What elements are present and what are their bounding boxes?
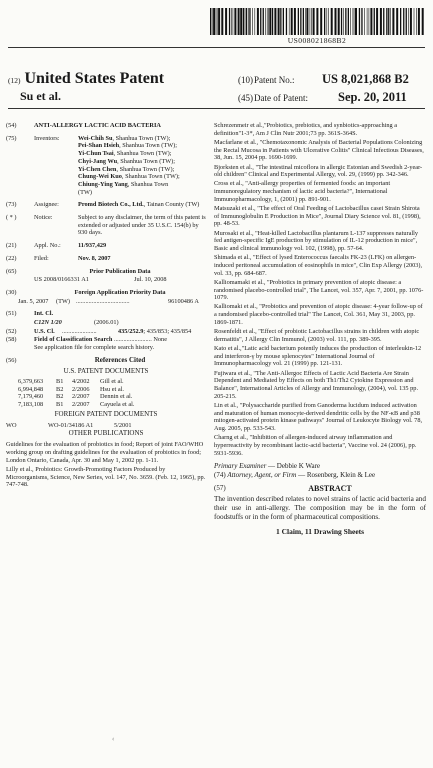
foreign-docs-list (6, 422, 206, 430)
barcode-bar (217, 8, 218, 35)
header-left (8, 70, 164, 88)
assignee-label: Assignee: (34, 201, 59, 209)
examiner-name: — Debbie K Ware (268, 462, 321, 471)
inventor-entry (78, 181, 206, 189)
kind-code: (12) (8, 76, 21, 85)
barcode-bar (283, 8, 284, 35)
barcode-bar (324, 8, 325, 35)
barcode-bar (320, 8, 322, 35)
title-field (6, 122, 206, 130)
assignee-field (6, 201, 206, 209)
barcode-bar (267, 8, 268, 35)
barcode-bar (380, 8, 382, 35)
inventor-entry (78, 135, 206, 143)
barcode-bar (408, 8, 409, 35)
appl-code: (21) (6, 242, 17, 250)
us-doc-kind: B2 (56, 385, 64, 393)
barcode-bar (354, 8, 355, 35)
barcode-bar (289, 8, 290, 35)
foreign-priority-number: 96100486 A (168, 297, 199, 305)
barcode-bar (250, 8, 251, 35)
filed-date: Nov. 8, 2007 (78, 254, 111, 262)
barcode-bar (265, 8, 266, 35)
foreign-doc-num: WO-01/34186 A1 (48, 421, 94, 429)
barcode-bar (221, 8, 223, 35)
barcode (210, 8, 424, 35)
reference-citation: Schrezenmeir et al.,"Probiotics, prebiotics, and synbiotics-approaching a definition"1-3*, Am J Clin Nutr 2001;73 pp. 361S-364S. (214, 122, 398, 137)
reference-citation: Kalliomaki et al., "Probiotics and prevention of atopic disease: 4-year follow-up of a randomised placebo-controlled trial" The Lancet, Col. 361, May 31, 2003, pp. 1869-1871. (214, 303, 423, 326)
right-references-list (214, 122, 426, 457)
us-doc-name: Cayuela et al. (100, 400, 135, 408)
us-doc-date: 2/2007 (72, 393, 90, 401)
us-doc-row (6, 393, 206, 401)
barcode-bar (246, 8, 247, 35)
inventor-name: Yi-Chen Chen (78, 165, 117, 173)
barcode-bar (418, 8, 420, 35)
assignee-location: , Tainan County (TW) (143, 201, 200, 209)
us-doc-name: Dennin et al. (100, 393, 133, 401)
barcode-bar (338, 8, 340, 35)
inventor-line: Su et al. (20, 89, 62, 103)
inventor-name: Pei-Shan Hsieh (78, 142, 120, 150)
attorney-code: (74) (214, 471, 226, 480)
patent-no-code: (10) (238, 75, 253, 85)
notice-label: Notice: (34, 214, 53, 222)
foreign-doc-date: 5/2001 (114, 421, 132, 429)
barcode-bar (243, 8, 244, 35)
barcode-bar (388, 8, 389, 35)
appl-field (6, 242, 206, 250)
inventor-name: Chyi-Jang Wu (78, 157, 118, 165)
filed-code: (22) (6, 254, 17, 262)
intcl-code: (51) (6, 310, 17, 318)
prior-pub-row (6, 276, 206, 284)
field-search (6, 336, 206, 351)
inventor-entry (78, 173, 206, 181)
barcode-number: US008021868B2 (287, 36, 347, 45)
barcode-bar (303, 8, 304, 35)
barcode-bar (272, 8, 273, 35)
barcode-bar (328, 8, 329, 35)
barcode-bar (369, 8, 370, 35)
barcode-bar (327, 8, 328, 35)
inventor-entry (78, 166, 206, 174)
examiner-line (214, 463, 426, 471)
date-label: Date of Patent: (254, 93, 308, 103)
other-pubs-list (6, 441, 206, 489)
us-doc-row (6, 378, 206, 386)
inventors-field (6, 135, 206, 197)
inventor-name: Yi-Chun Tsai (78, 150, 114, 158)
barcode-bar (300, 8, 301, 35)
inventor-location: , Shanhua Town (TW); (117, 157, 175, 165)
barcode-bar (248, 8, 249, 35)
barcode-bar (280, 8, 281, 35)
appl-label: Appl. No.: (34, 242, 61, 250)
refs-code: (56) (6, 356, 17, 364)
uscl-code: (52) (6, 327, 17, 335)
barcode-bar (353, 8, 354, 35)
header-right (238, 72, 428, 105)
barcode-bar (414, 8, 415, 35)
inventor-location: (TW) (78, 188, 92, 196)
barcode-bar (400, 8, 401, 35)
field-note: See application file for complete search history. (34, 344, 155, 352)
us-cl-field (6, 328, 206, 336)
barcode-bar (386, 8, 387, 35)
reference-citation: Bjorksten et al., "The intestinal micoflora in allergic Estonian and Swedish 2-year-old children" Clinical and Experimental Allergy, vol. 29, (1999) pp. 342-346. (214, 163, 423, 179)
barcode-bar (416, 8, 417, 35)
barcode-bar (390, 8, 391, 35)
inventor-location: , Shanhua Town (TW); (113, 150, 172, 158)
us-doc-kind: B2 (56, 393, 64, 401)
us-doc-num: 7,179,460 (18, 393, 44, 401)
us-docs-list (6, 378, 206, 408)
filed-label: Filed: (34, 254, 49, 262)
prior-code: (65) (6, 267, 17, 275)
int-cl-row (6, 319, 206, 327)
field-dots: ........................ (114, 336, 152, 344)
barcode-bar (361, 8, 362, 35)
barcode-bar (240, 8, 242, 35)
barcode-bar (410, 8, 412, 35)
inventor-name: Chiung-Ying Yang (78, 180, 128, 188)
us-doc-row (6, 401, 206, 409)
patent-kind-title: United States Patent (24, 70, 165, 87)
intcl-year: (2006.01) (94, 319, 119, 327)
other-publication: Guidelines for the evaluation of probiotics in food; Report of joint FAO/WHO working group on drafting guidelines for the evaluation of probiotics in food; London Ontario, Canada, Apr. 30 and May 1, 2002 pp. 1-11. (6, 441, 204, 464)
attorney-label: Attorney, Agent, or Firm (227, 471, 297, 480)
us-doc-kind: B1 (56, 400, 64, 408)
us-doc-name: Gill et al. (100, 378, 124, 386)
foreign-priority-row (6, 298, 206, 306)
barcode-bar (355, 8, 357, 35)
attorney-name: — Rosenberg, Klein & Lee (298, 471, 376, 480)
barcode-bar (364, 8, 365, 35)
notice-text: Subject to any disclaimer, the term of this patent is extended or adjusted under 35 U.S.C. 154(b) by 930 days. (78, 214, 206, 237)
invention-title: ANTI-ALLERGY LACTIC ACID BACTERIA (34, 122, 161, 129)
right-column (214, 122, 426, 536)
inventor-location: , Shanhua Town (TW); (116, 165, 175, 173)
barcode-bar (335, 8, 337, 35)
examiner-label: Primary Examiner (214, 462, 267, 471)
barcode-bar (229, 8, 230, 35)
filed-field (6, 255, 206, 263)
barcode-bar (291, 8, 293, 35)
reference-citation: Matsuzaki et al., "The effect of Oral Feeding of Lactobacillus casei Strain Shirota of Immunoglobulin E Production in Mice", Journal Diary Science vol. 81, (1998), pp. 48-53. (214, 205, 421, 228)
foreign-priority-code: (30) (6, 288, 17, 296)
us-doc-num: 6,994,848 (18, 385, 44, 393)
inventor-entry (78, 150, 206, 158)
foreign-doc-row (6, 422, 206, 430)
barcode-bar (257, 8, 259, 35)
foreign-doc-country: WO (6, 421, 17, 429)
left-column (6, 122, 206, 490)
inventors-label: Inventors: (34, 134, 60, 142)
references-field (6, 357, 206, 365)
reference-citation: Kato et al.,"Latic acid bacterium potently induces the production of interleukin-12 and interferon-γ by mouse splenocytes" International Journal of Immunopharmacology vol. 21 (1999) pp. 121-131. (214, 344, 422, 368)
notice-code: ( * ) (6, 214, 17, 222)
abstract-title: ABSTRACT (308, 483, 352, 493)
barcode-bar (341, 8, 342, 35)
uscl-value: 435/252.9 (118, 327, 144, 335)
barcode-bar (348, 8, 349, 35)
uscl-rest: ; 435/853; 435/854 (143, 327, 192, 335)
barcode-bar (331, 8, 333, 35)
barcode-bar (350, 8, 351, 35)
reference-citation: Kalliomamaki et al., "Probiotics in primary prevention of atopic disease: a randomised placebo-controlled trial", The Lancet, vol. 357, Apr. 7, 2001, pp. 1076-1079. (214, 278, 424, 302)
barcode-bar (345, 8, 346, 35)
appl-number: 11/937,429 (78, 242, 107, 250)
patent-number: US 8,021,868 B2 (322, 72, 409, 86)
abstract-text: The invention described relates to novel strains of lactic acid bacteria and their use in anti-allergy. The composition may be in the form of foodstuffs or in the form of pharmaceutical compositions. (214, 495, 426, 522)
barcode-bar (263, 8, 264, 35)
barcode-bar (359, 8, 360, 35)
us-doc-date: 2/2007 (72, 400, 90, 408)
header-top-rule (8, 47, 425, 48)
barcode-bar (216, 8, 217, 35)
us-doc-num: 6,379,663 (18, 378, 44, 386)
barcode-bar (311, 8, 312, 35)
barcode-bar (278, 8, 280, 35)
barcode-bar (306, 8, 308, 35)
foreign-priority-title: Foreign Application Priority Data (74, 288, 166, 296)
abstract-code: (57) (214, 483, 226, 492)
uscl-dots: ...................... (62, 327, 97, 335)
inventors-list (78, 135, 206, 197)
barcode-bar (252, 8, 253, 35)
barcode-bar (396, 8, 398, 35)
foreign-priority-country: (TW) (56, 297, 70, 305)
inventor-entry (78, 158, 206, 166)
inventor-name: Wei-Chih Su (78, 134, 113, 142)
barcode-bar (212, 8, 213, 35)
foreign-priority-dots: .................................. (76, 297, 130, 305)
barcode-bar (392, 8, 394, 35)
intcl-class: C12N 1/20 (34, 319, 62, 327)
us-doc-date: 4/2002 (72, 378, 90, 386)
other-publication: Lilly et al., Probiotics: Growth-Promoting Factors Produced by Microorganisms, Science, New Series, vol. 147, No. 3659. (Feb. 12, 1965), pp. 747-748. (6, 465, 206, 489)
barcode-bar (268, 8, 269, 35)
reference-citation: Charng et al., "Inhibition of allergen-induced airway inflammation and hyperreactivity by recombinant lactic-acid bacteria", Vaccine vol. 24 (2006), pp. 5931-5936. (214, 434, 417, 457)
prior-pub-title: Prior Publication Data (89, 267, 151, 275)
barcode-bar (269, 8, 271, 35)
us-doc-num: 7,183,108 (18, 400, 44, 408)
reference-citation: Murosaki et al., "Heat-killed Lactobacillus plantarum L-137 suppresses naturally fed antigen-specific IgE production by stimulation of IL-12 production in mice", Basic and clinical immunology vol. 102, (1998), pp. 57-64. (214, 229, 419, 253)
barcode-bar (367, 8, 368, 35)
uscl-label: U.S. Cl. (34, 327, 55, 335)
barcode-bar (298, 8, 299, 35)
inventor-location: , Shanhua Town (TW); (112, 134, 171, 142)
us-docs-title: U.S. PATENT DOCUMENTS (63, 366, 149, 375)
title-code: (54) (6, 122, 17, 129)
notice-field (6, 214, 206, 237)
barcode-bar (376, 8, 378, 35)
barcode-bar (218, 8, 220, 35)
us-doc-kind: B1 (56, 378, 64, 386)
barcode-bar (225, 8, 227, 35)
barcode-bar (286, 8, 287, 35)
foreign-priority-date: Jan. 5, 2007 (18, 297, 49, 305)
other-pubs-title: OTHER PUBLICATIONS (68, 429, 144, 438)
claims-count: 1 Claim, 11 Drawing Sheets (275, 527, 365, 537)
assignee-name: Promd Biotech Co., Ltd. (78, 201, 144, 209)
barcode-bar (233, 8, 234, 35)
assignee-code: (73) (6, 201, 17, 209)
us-doc-date: 2/2006 (72, 385, 90, 393)
barcode-bar (234, 8, 236, 35)
reference-citation: Macfarlane et al., "Chemotaxonomic Analysis of Bacterial Populations Colonizing the Rectal Mucosa in Patients with Ulcerative Colitis" Clinical Infectious Diseases, 38, Jun. 15, 2004 pp. 1690-1699. (214, 138, 424, 162)
barcode-bar (406, 8, 407, 35)
inventors-code: (75) (6, 134, 17, 142)
prior-pub-field (6, 268, 206, 276)
attorney-line (214, 472, 426, 480)
barcode-bar (260, 8, 261, 35)
barcode-bar (310, 8, 311, 35)
references-title: References Cited (94, 355, 146, 364)
barcode-bar (210, 8, 211, 35)
reference-citation: Lin et al., "Polysaccharide purified from Ganoderma lucidum induced activation and maturation of human monocyte-derived dendritic cells by the NF-κB and p38 mitogen-activated protein kinase pathways" Journal of Leukocyte Biology vol. 78, Aug. 2005, pp. 533-543. (214, 401, 423, 433)
barcode-bar (343, 8, 344, 35)
patent-date: Sep. 20, 2011 (338, 90, 407, 104)
inventor-entry (78, 189, 206, 197)
barcode-bar (374, 8, 375, 35)
field-value: None (153, 336, 167, 344)
barcode-bar (422, 8, 424, 35)
date-code: (45) (238, 93, 253, 103)
reference-citation: Cross et al., "Anti-allergy properties of fermented foods: an important immunoregulatory mechanism of lactic acid bacteria?", International Immunopharmacology, 1, (2001) pp. 891-901. (214, 180, 391, 203)
inventor-name: Chung-Wei Kuo (78, 173, 122, 181)
barcode-bar (294, 8, 296, 35)
barcode-bar (383, 8, 384, 35)
abstract-header (214, 485, 426, 493)
header-bottom-rule (8, 108, 425, 109)
inventor-entry (78, 142, 206, 150)
foreign-docs-title: FOREIGN PATENT DOCUMENTS (54, 410, 158, 419)
inventor-location: , Shanhua Town (TW); (121, 173, 180, 181)
barcode-bar (213, 8, 215, 35)
barcode-bar (255, 8, 256, 35)
barcode-bar (274, 8, 276, 35)
inventor-location: , Shanhua Town (127, 180, 169, 188)
barcode-bar (305, 8, 306, 35)
intcl-label: Int. Cl. (34, 310, 54, 318)
patent-no-label: Patent No.: (254, 75, 295, 85)
barcode-bar (238, 8, 240, 35)
barcode-bar (231, 8, 232, 35)
foreign-priority-field (6, 289, 206, 297)
barcode-bar (370, 8, 372, 35)
us-doc-name: Hsu et al. (100, 385, 124, 393)
reference-citation: Fujiwara et al., "The Anti-Allergoc Effects of Lactic Acid Bacteria Are Strain Dependent and Mediated by Effects on both Th1/Th2 Cytokine Expression and Balance", International Articles of Allergy and Immunology, (2004), vol. 135 pp. 205-215. (214, 369, 419, 400)
field-label: Field of Classification Search (34, 336, 113, 344)
int-cl-field (6, 310, 206, 318)
barcode-bar (316, 8, 318, 35)
us-doc-row (6, 386, 206, 394)
barcode-bar (245, 8, 246, 35)
inventor-location: , Shanhua Town (TW); (119, 142, 177, 150)
scan-mark: ‹ (112, 735, 115, 743)
reference-citation: Shimada et al., "Effect of lysed Enterococcus faecalis FK-23 (LFK) on allergen-induced peritoneal accumulation of eosinophils in mice", Clin Exp Allergy (2003), vol. 33, pp. 684-687. (214, 254, 423, 277)
field-code: (58) (6, 336, 17, 344)
barcode-bar (313, 8, 315, 35)
prior-pub-date: Jul. 10, 2008 (134, 276, 167, 284)
prior-pub-number: US 2008/0166331 A1 (34, 276, 89, 284)
barcode-bar (403, 8, 404, 35)
reference-citation: Rosenfeldt et al., "Effect of probiotic Lactobacillus strains in children with atopic dermatitis", J Allergy Clin Immunol, (2003) vol. 111, pp. 389-395. (214, 328, 420, 343)
